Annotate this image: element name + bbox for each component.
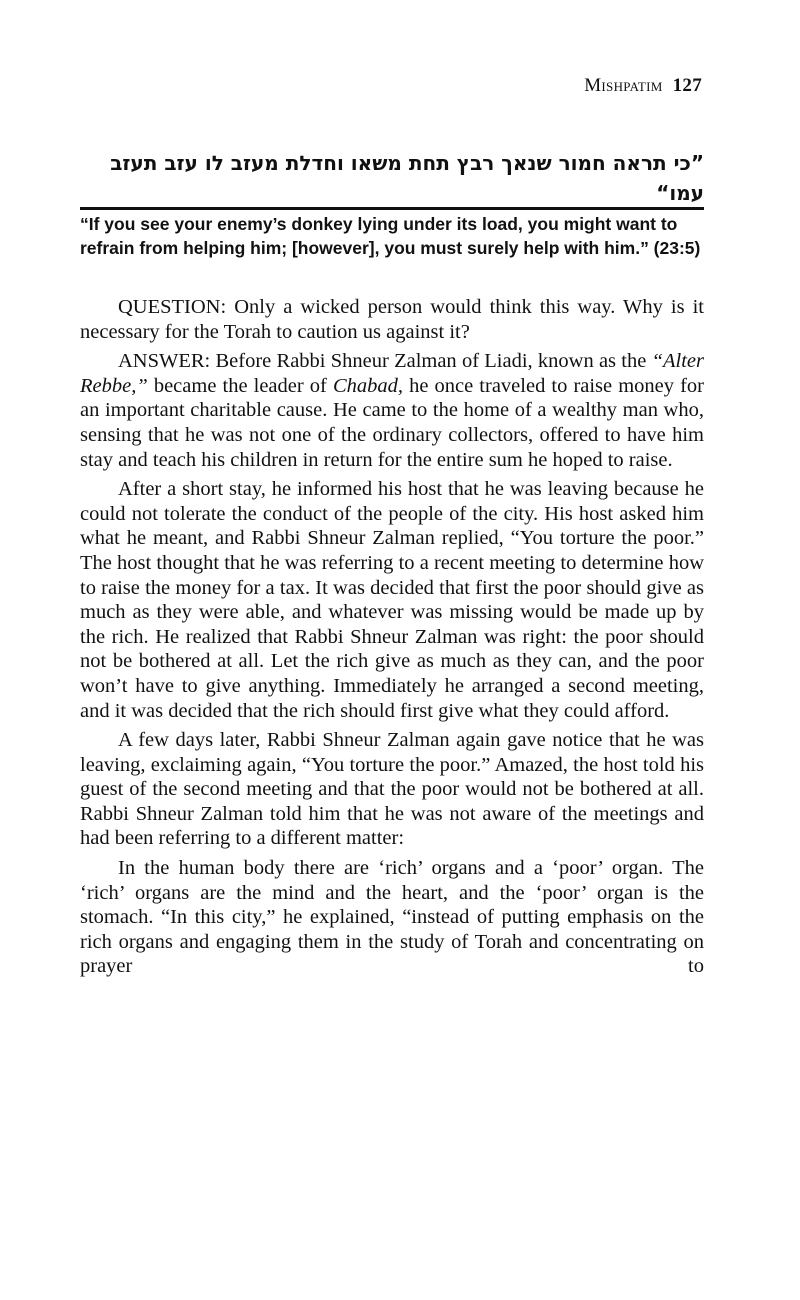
organs-paragraph: In the human body there are ‘rich’ organs and a ‘poor’ organ. The ‘rich’ organs are the mind and the heart, and the ‘poor’ organ is the stomach. “In this city,” he explained, “instead of putting emphasis on the rich organs and engaging them in the study of Torah and concentrating on prayer to [80,857,704,978]
story-paragraph: After a short stay, he informed his host that he was leaving because he could not tolerate the conduct of the people of the city. His host asked him what he meant, and Rabbi Shneur Zalman replied, “You torture the poor.” The host thought that he was referring to a recent meeting to determine how to raise the money for a tax. It was decided that first the poor should give as much as they were able, and whatever was missing would be made up by the rich. He realized that Rabbi Shneur Zalman was right: the poor should not be bothered at all. Let the rich give as much as they can, and the poor won’t have to give anything. Immediately he arranged a second meeting, and it was decided that the rich should first give what they could afford. [80,478,704,722]
body-text [80,295,704,984]
english-verse: “If you see your enemy’s donkey lying under its load, you might want to refrain from helping him; [however], you must surely help with him.” (23:5) [80,214,701,258]
chapter-title: Mishpatim [584,75,663,96]
page-number: 127 [672,75,702,96]
answer-paragraph [80,349,704,472]
section-divider [80,207,704,210]
notice-paragraph: A few days later, Rabbi Shneur Zalman again gave notice that he was leaving, exclaiming again, “You torture the poor.” Amazed, the host told his guest of the second meeting and that the poor would not be bothered at all. Rabbi Shneur Zalman told him that he was not aware of the meetings and had been referring to a different matter: [80,729,704,850]
answer-text-b: became the leader of [147,374,333,397]
answer-text-c: he once traveled to raise money for an important charitable cause. He came to the home of a wealthy man who, sensing that he was not one of the ordinary collectors, offered to have him stay and teach his children in return for the entire sum he hoped to raise. [80,374,705,471]
chabad-term: Chabad, [332,374,404,397]
alter-rebbe-term: “Alter Rebbe,” [80,350,704,397]
running-header [584,75,702,97]
question-paragraph: QUESTION: Only a wicked person would think this way. Why is it necessary for the Torah to caution us against it? [80,296,704,343]
answer-text-a: ANSWER: Before Rabbi Shneur Zalman of Liadi, known as the [118,350,652,373]
hebrew-verse: ”כי תראה חמור שנאך רבץ תחת משאו וחדלת מעזב לו עזב תעזב עמו“ [110,151,704,205]
